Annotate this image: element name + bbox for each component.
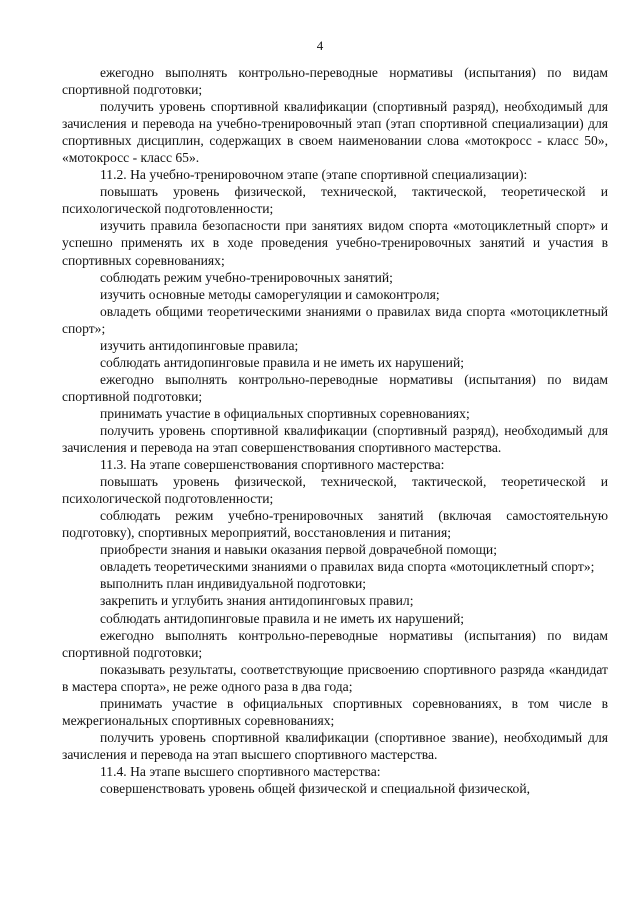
paragraph: ежегодно выполнять контрольно-переводные нормативы (испытания) по видам спортивной подготовки; — [62, 627, 608, 660]
paragraph: закрепить и углубить знания антидопинговых правил; — [100, 593, 414, 609]
section-heading: 11.4. На этапе высшего спортивного мастерства: — [100, 763, 381, 779]
paragraph: изучить антидопинговые правила; — [100, 337, 299, 353]
paragraph: повышать уровень физической, технической, тактической, теоретической и психологической подготовленности; — [62, 474, 608, 507]
paragraph: повышать уровень физической, технической, тактической, теоретической и психологической подготовленности; — [62, 184, 608, 217]
paragraph: соблюдать режим учебно-тренировочных занятий; — [100, 269, 393, 285]
paragraph: соблюдать режим учебно-тренировочных занятий (включая самостоятельную подготовку), спортивных мероприятий, восстановления и питания; — [62, 508, 608, 541]
paragraph: принимать участие в официальных спортивных соревнованиях; — [100, 405, 470, 421]
paragraph: совершенствовать уровень общей физической и специальной физической, — [100, 780, 531, 796]
section-heading: 11.2. На учебно-тренировочном этапе (этапе спортивной специализации): — [100, 167, 528, 183]
paragraph: принимать участие в официальных спортивных соревнованиях, в том числе в межрегиональных спортивных соревнованиях; — [62, 695, 608, 728]
page-number: 4 — [316, 38, 324, 53]
paragraph: выполнить план индивидуальной подготовки; — [100, 576, 367, 592]
paragraph: соблюдать антидопинговые правила и не иметь их нарушений; — [100, 610, 465, 626]
paragraph: изучить основные методы саморегуляции и самоконтроля; — [100, 286, 440, 302]
paragraph: получить уровень спортивной квалификации (спортивное звание), необходимый для зачисления и перевода на этап высшего спортивного мастерства. — [62, 729, 608, 762]
paragraph: получить уровень спортивной квалификации (спортивный разряд), необходимый для зачисления и перевода на этап совершенствования спортивного мастерства. — [62, 422, 608, 456]
section-heading: 11.3. На этапе совершенствования спортивного мастерства: — [100, 457, 445, 473]
paragraph: ежегодно выполнять контрольно-переводные нормативы (испытания) по видам спортивной подготовки; — [62, 65, 608, 98]
paragraph: овладеть общими теоретическими знаниями о правилах вида спорта «мотоциклетный спорт»; — [62, 303, 608, 336]
paragraph: приобрести знания и навыки оказания первой доврачебной помощи; — [100, 542, 497, 558]
paragraph: получить уровень спортивной квалификации (спортивный разряд), необходимый для зачисления и перевода на учебно-тренировочный этап (этап спортивной специализации) для спортивных дисциплин, содержащих в своем наименовании слова «мотокросс - класс 50», «мотокросс - класс 65». — [62, 99, 608, 166]
paragraph: соблюдать антидопинговые правила и не иметь их нарушений; — [100, 354, 465, 370]
document-body — [62, 64, 608, 797]
paragraph: изучить правила безопасности при занятиях видом спорта «мотоциклетный спорт» и успешно применять их в ходе проведения учебно-тренировочных занятий и участия в спортивных соревнованиях; — [62, 218, 608, 268]
paragraph: ежегодно выполнять контрольно-переводные нормативы (испытания) по видам спортивной подготовки; — [62, 371, 608, 404]
paragraph: показывать результаты, соответствующие присвоению спортивного разряда «кандидат в мастера спорта», не реже одного раза в два года; — [62, 661, 608, 694]
paragraph: овладеть теоретическими знаниями о правилах вида спорта «мотоциклетный спорт»; — [100, 559, 595, 575]
